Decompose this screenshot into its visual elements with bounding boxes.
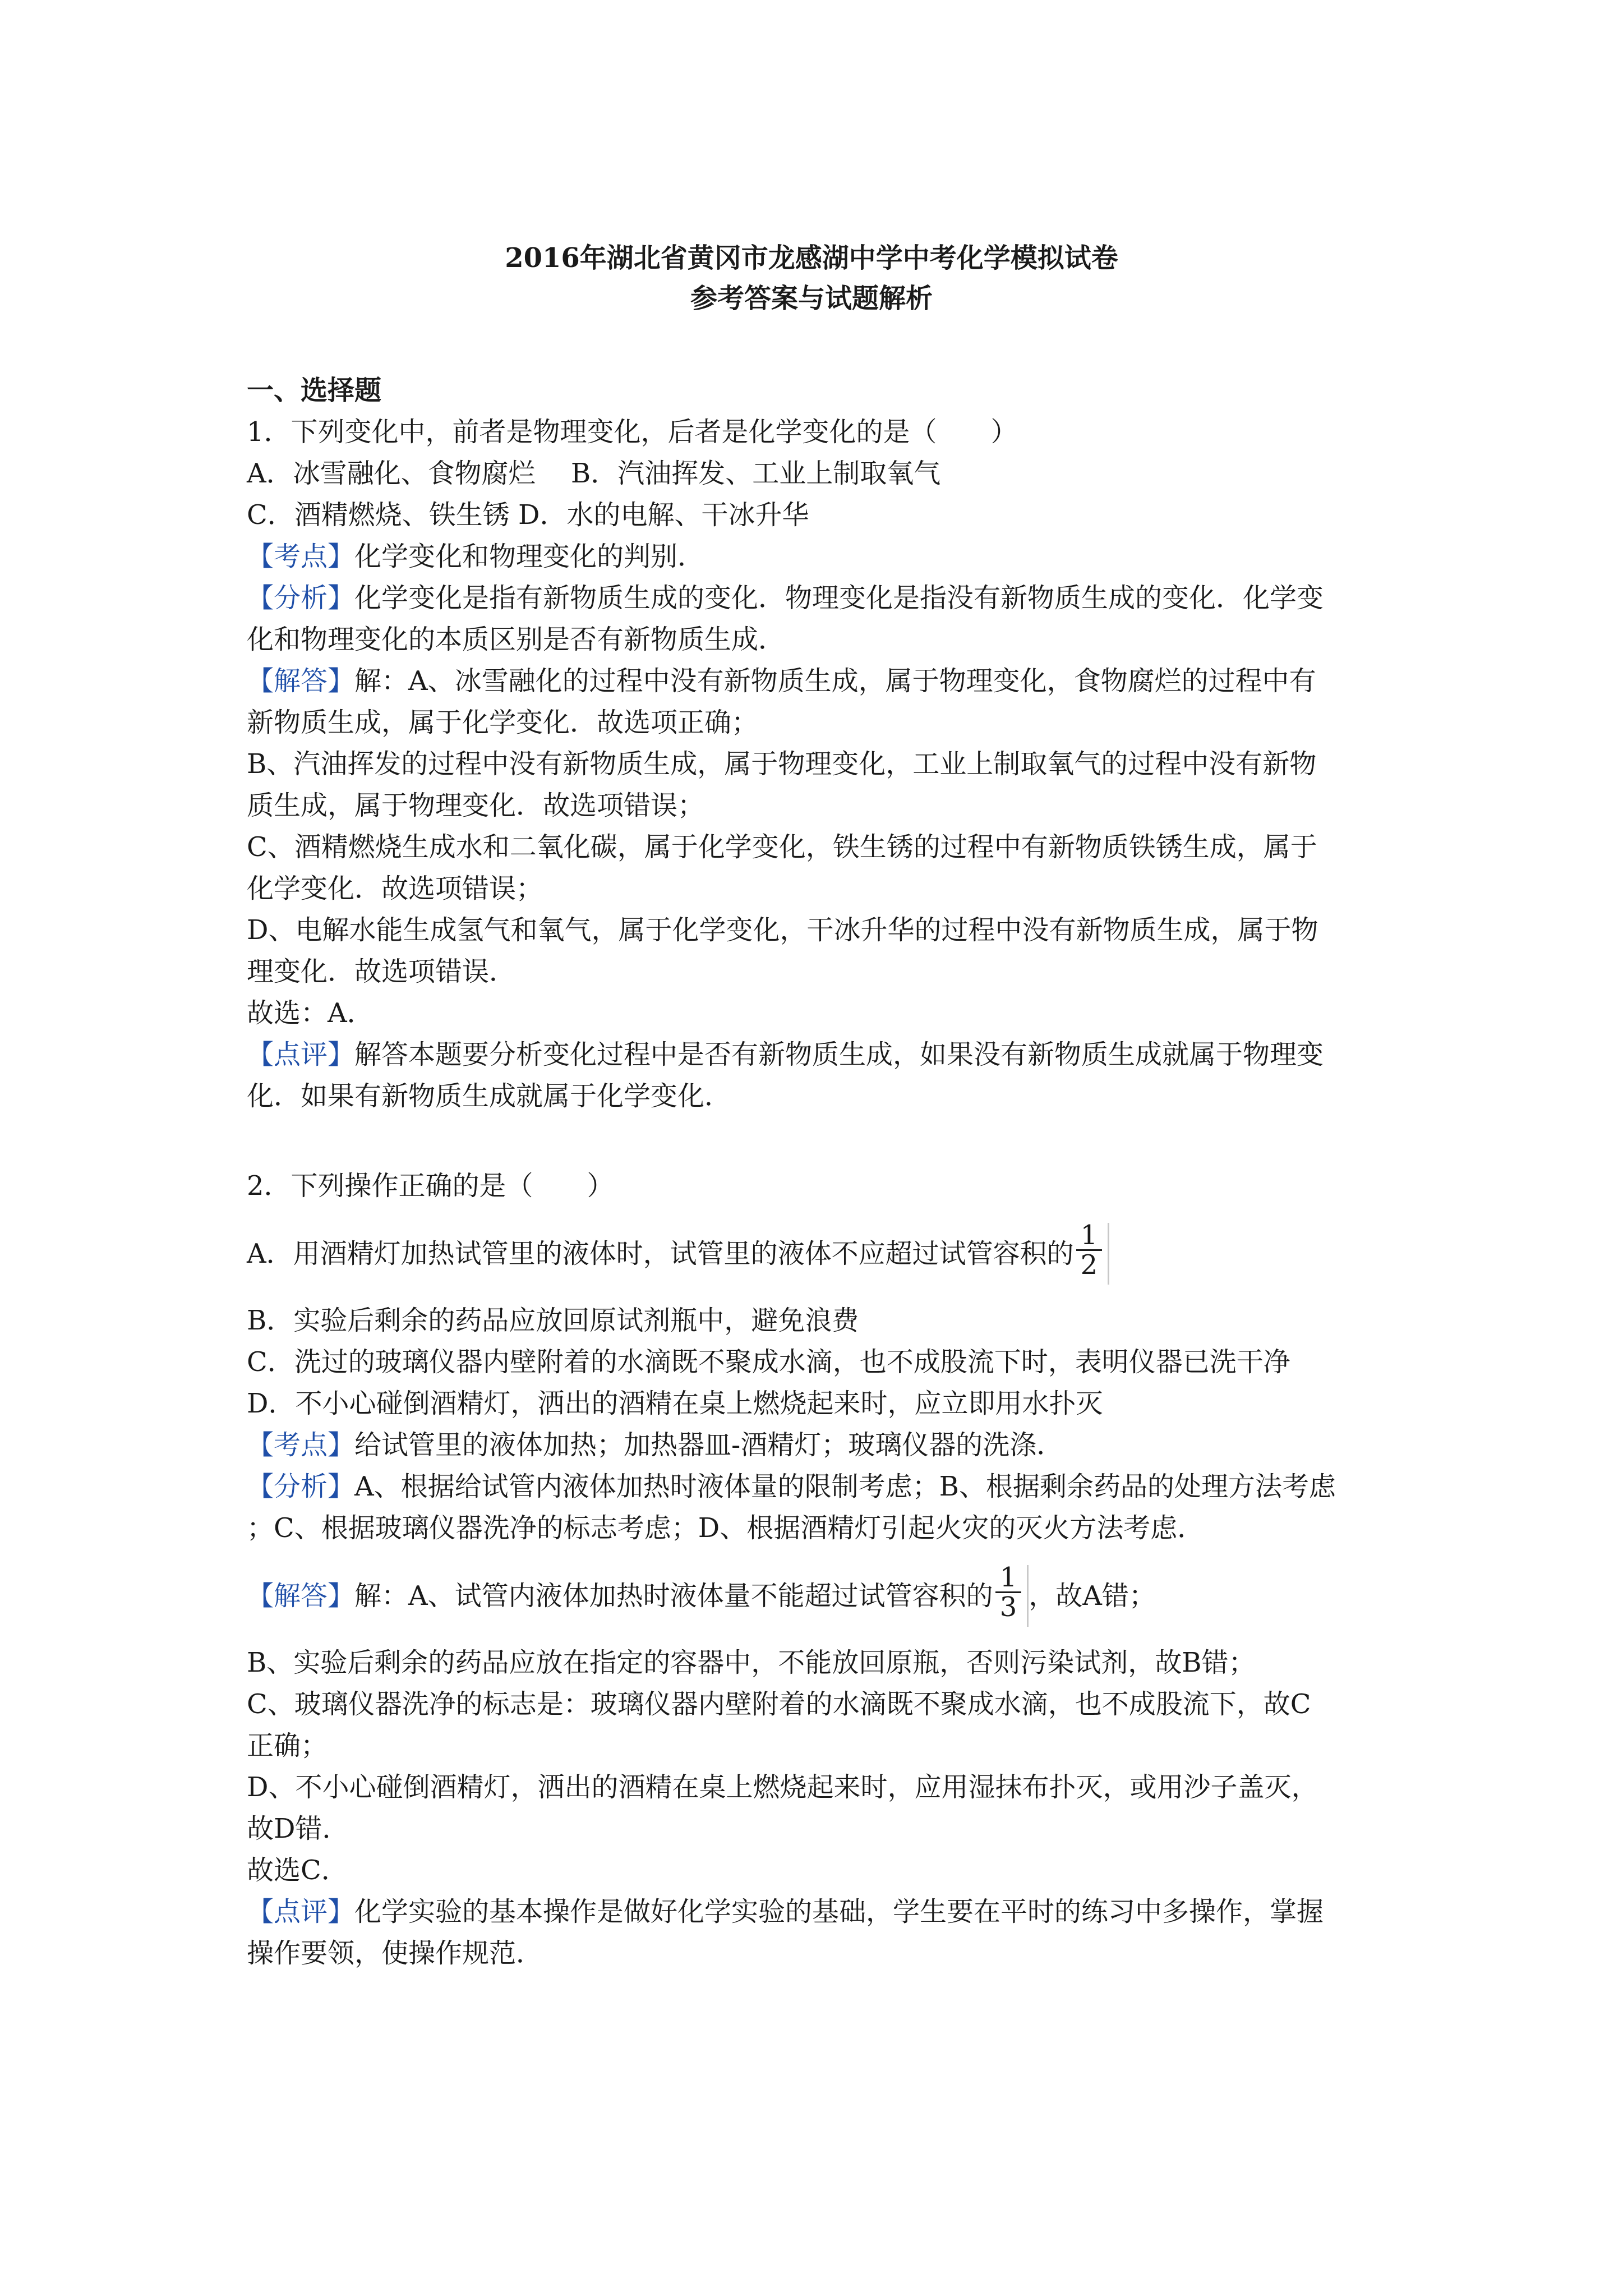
q2-kaodian-text: 给试管里的液体加热；加热器皿-酒精灯；玻璃仪器的洗涤． <box>354 1429 1064 1461</box>
fraction-numerator: 1 <box>995 1563 1022 1593</box>
q1-answer: 故选：A． <box>247 997 374 1029</box>
q2-jieda-fraction <box>993 1562 1029 1627</box>
q2-fenxi-text-1: A、根据给试管内液体加热时液体量的限制考虑；B、根据剩余药品的处理方法考虑 <box>354 1471 1336 1502</box>
q1-kaodian <box>247 539 704 574</box>
q2-jieda-text-2: B、实验后剩余的药品应放在指定的容器中，不能放回原瓶，否则污染试剂，故B错； <box>247 1647 1256 1678</box>
q2-dianping-text-2: 操作要领，使操作规范． <box>247 1938 543 1969</box>
q1-fenxi <box>247 580 1324 616</box>
q2-jieda-text-4: 正确； <box>247 1730 328 1761</box>
q2-fenxi-tag: 【分析】 <box>247 1471 355 1502</box>
q2-fenxi-text-2: ；C、根据玻璃仪器洗净的标志考虑；D、根据酒精灯引起火灾的灭火方法考虑． <box>247 1512 1205 1544</box>
q2-jieda-tag: 【解答】 <box>247 1580 355 1612</box>
q2-option-c: C．洗过的玻璃仪器内壁附着的水滴既不聚成水滴，也不成股流下时，表明仪器已洗干净 <box>247 1346 1290 1378</box>
q1-fenxi-tag: 【分析】 <box>247 582 355 614</box>
q1-fenxi-text-2: 化和物理变化的本质区别是否有新物质生成． <box>247 624 786 655</box>
q2-stem: 2．下列操作正确的是（ ） <box>247 1170 614 1202</box>
q1-jieda-text-6: 化学变化．故选项错误； <box>247 873 543 904</box>
q1-dianping <box>247 1037 1324 1073</box>
q1-jieda-text-8: 理变化．故选项错误． <box>247 956 517 987</box>
q1-jieda-text-7: D、电解水能生成氢气和氧气，属于化学变化，干冰升华的过程中没有新物质生成，属于物 <box>247 914 1318 946</box>
document-subtitle: 参考答案与试题解析 <box>690 283 933 314</box>
fraction-denominator: 3 <box>999 1591 1017 1623</box>
q2-option-a-text: A．用酒精灯加热试管里的液体时，试管里的液体不应超过试管容积的 <box>247 1238 1074 1269</box>
q2-jieda-text-1a: 解：A、试管内液体加热时液体量不能超过试管容积的 <box>354 1580 993 1612</box>
q1-jieda-text-2: 新物质生成，属于化学变化．故选项正确； <box>247 707 759 738</box>
q2-option-a-fraction <box>1074 1220 1110 1285</box>
q2-option-a <box>247 1220 1109 1285</box>
q2-dianping-tag: 【点评】 <box>247 1896 355 1927</box>
q2-kaodian <box>247 1427 1063 1463</box>
q1-dianping-tag: 【点评】 <box>247 1039 355 1070</box>
q1-jieda <box>247 663 1316 699</box>
q2-kaodian-tag: 【考点】 <box>247 1429 355 1461</box>
q2-jieda-text-5: D、不小心碰倒酒精灯，洒出的酒精在桌上燃烧起来时，应用湿抹布扑灭，或用沙子盖灭， <box>247 1772 1318 1803</box>
q1-fenxi-text-1: 化学变化是指有新物质生成的变化．物理变化是指没有新物质生成的变化．化学变 <box>354 582 1324 614</box>
section-heading: 一、选择题 <box>247 375 382 406</box>
q1-kaodian-text: 化学变化和物理变化的判别． <box>354 541 705 572</box>
fraction-denominator: 2 <box>1080 1249 1098 1281</box>
q2-jieda <box>247 1562 1156 1627</box>
q2-option-b: B．实验后剩余的药品应放回原试剂瓶中，避免浪费 <box>247 1305 859 1336</box>
q1-jieda-tag: 【解答】 <box>247 665 355 697</box>
q1-options-cd: C．酒精燃烧、铁生锈 D．水的电解、干冰升华 <box>247 499 809 531</box>
q1-kaodian-tag: 【考点】 <box>247 541 355 572</box>
fraction-numerator: 1 <box>1076 1221 1103 1251</box>
q2-jieda-text-3: C、玻璃仪器洗净的标志是：玻璃仪器内壁附着的水滴既不聚成水滴，也不成股流下，故C <box>247 1688 1311 1720</box>
q2-dianping <box>247 1894 1324 1930</box>
q1-jieda-text-5: C、酒精燃烧生成水和二氧化碳，属于化学变化，铁生锈的过程中有新物质铁锈生成，属于 <box>247 831 1317 863</box>
q1-jieda-text-4: 质生成，属于物理变化．故选项错误； <box>247 790 705 821</box>
q2-fenxi <box>247 1469 1336 1504</box>
q2-dianping-text-1: 化学实验的基本操作是做好化学实验的基础，学生要在平时的练习中多操作，掌握 <box>354 1896 1324 1927</box>
q2-jieda-text-1b: ，故A错； <box>1029 1580 1156 1612</box>
q2-jieda-text-6: 故D错． <box>247 1813 349 1844</box>
q1-options-ab: A．冰雪融化、食物腐烂 B．汽油挥发、工业上制取氧气 <box>247 458 941 489</box>
q1-jieda-text-1: 解：A、冰雪融化的过程中没有新物质生成，属于物理变化，食物腐烂的过程中有 <box>354 665 1316 697</box>
document-title: 2016年湖北省黄冈市龙感湖中学中考化学模拟试卷 <box>505 242 1118 274</box>
q1-dianping-text-1: 解答本题要分析变化过程中是否有新物质生成，如果没有新物质生成就属于物理变 <box>354 1039 1324 1070</box>
q1-dianping-text-2: 化．如果有新物质生成就属于化学变化． <box>247 1080 732 1112</box>
q2-answer: 故选C． <box>247 1855 348 1886</box>
q1-jieda-text-3: B、汽油挥发的过程中没有新物质生成，属于物理变化，工业上制取氧气的过程中没有新物 <box>247 748 1317 780</box>
q1-stem: 1．下列变化中，前者是物理变化，后者是化学变化的是（ ） <box>247 416 1018 448</box>
q2-option-d: D．不小心碰倒酒精灯，洒出的酒精在桌上燃烧起来时，应立即用水扑灭 <box>247 1388 1103 1419</box>
